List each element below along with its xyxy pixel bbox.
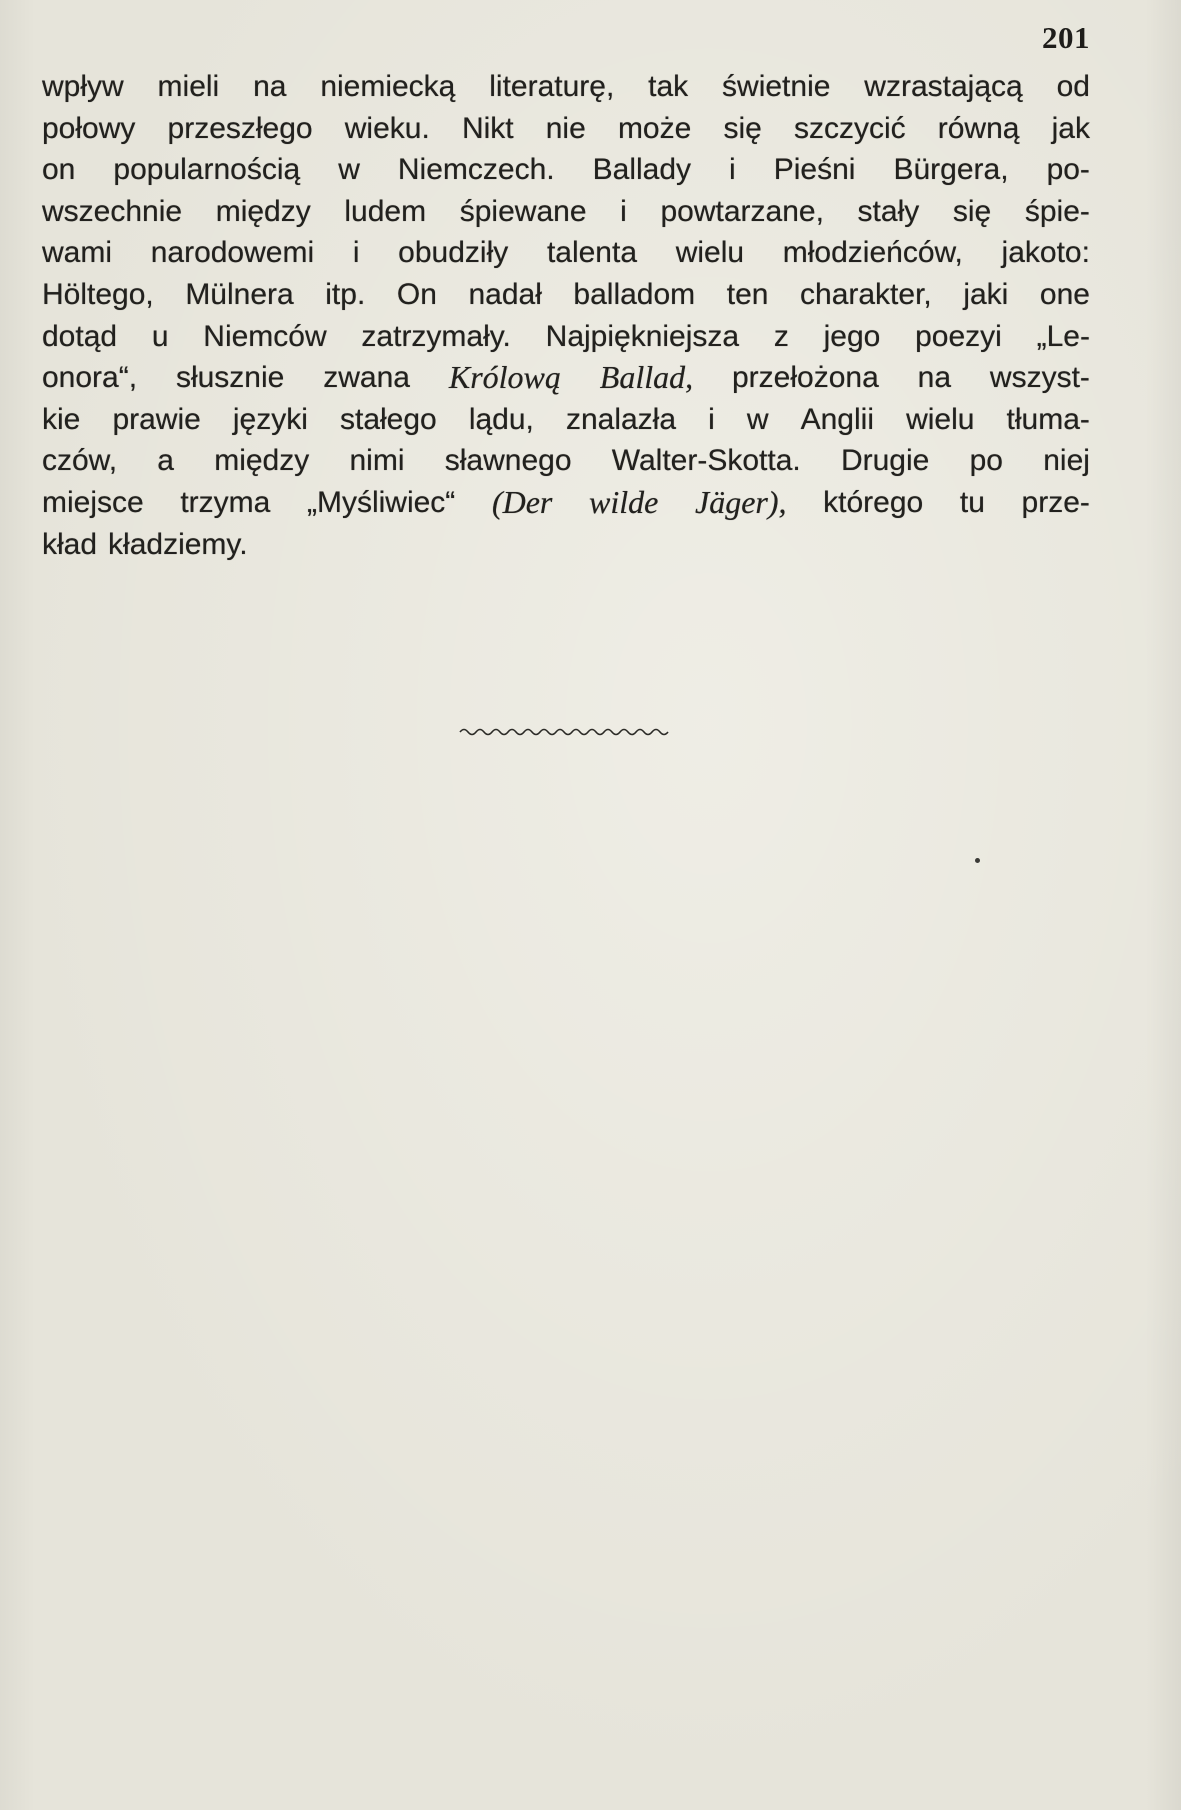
- word: kie: [42, 402, 81, 436]
- word: trzyma: [180, 485, 271, 519]
- word: świetnie: [722, 70, 831, 103]
- word: wieku.: [344, 111, 430, 145]
- word: kładziemy.: [108, 527, 248, 561]
- italic-word: Ballad,: [599, 359, 694, 396]
- word: stałego: [339, 402, 437, 436]
- word: popularnością: [113, 153, 301, 187]
- word: słusznie: [175, 361, 285, 395]
- word: śpiewane: [459, 194, 587, 228]
- word: kład: [42, 527, 98, 561]
- text-line: [42, 357, 1090, 399]
- text-line: [42, 440, 1090, 482]
- word: przełożona: [731, 361, 879, 395]
- word: jego: [823, 319, 881, 353]
- word: mieli: [157, 70, 220, 103]
- word: Höltego,: [42, 277, 154, 311]
- word: onora“,: [42, 361, 138, 395]
- word: miejsce: [42, 485, 144, 519]
- text-line: [42, 149, 1090, 191]
- word: tak: [648, 70, 689, 103]
- word: talenta: [546, 236, 638, 270]
- italic-word: Królową: [448, 359, 561, 396]
- word: dotąd: [42, 319, 118, 353]
- word: jak: [1051, 111, 1090, 145]
- word: tłuma-: [1006, 402, 1090, 436]
- word: prze-: [1021, 485, 1090, 519]
- word: między: [215, 194, 311, 228]
- word: narodowemi: [150, 236, 315, 270]
- word: ten: [726, 277, 769, 311]
- word: „Le-: [1036, 319, 1090, 353]
- word: on: [42, 153, 76, 187]
- word: lądu,: [468, 402, 534, 436]
- italic-word: Jäger),: [694, 483, 787, 520]
- word: u: [151, 319, 169, 353]
- word: a: [157, 444, 174, 478]
- word: się: [952, 194, 992, 228]
- word: stały: [857, 194, 920, 228]
- word: czów,: [42, 444, 118, 478]
- word: z: [773, 319, 789, 353]
- word: „Myśliwiec“: [306, 485, 456, 519]
- word: znalazła: [565, 402, 677, 436]
- word: Anglii: [800, 402, 874, 436]
- word: Najpiękniejsza: [545, 319, 740, 353]
- word: wielu: [906, 402, 975, 436]
- text-line: [42, 232, 1090, 274]
- word: od: [1056, 70, 1090, 103]
- word: między: [214, 444, 310, 478]
- text-line: [42, 316, 1090, 358]
- wavy-divider-ornament: [458, 724, 670, 740]
- word: Ballady: [592, 153, 692, 187]
- word: wszechnie: [42, 194, 183, 228]
- word: jakoto:: [1001, 236, 1090, 270]
- word: śpie-: [1024, 194, 1090, 228]
- word: i: [708, 402, 715, 436]
- word: nie: [545, 111, 586, 145]
- page-number: 201: [1042, 20, 1090, 55]
- text-line: [42, 108, 1090, 150]
- word: w: [338, 153, 360, 187]
- word: tu: [959, 485, 985, 519]
- word: jaki: [963, 277, 1009, 311]
- word: ludem: [344, 194, 427, 228]
- word: zwana: [323, 361, 410, 395]
- word: wielu: [675, 236, 745, 270]
- italic-word: wilde: [589, 483, 659, 520]
- italic-word: (Der: [491, 483, 553, 520]
- word: one: [1039, 277, 1090, 311]
- word: poezyi: [915, 319, 1002, 353]
- word: On: [396, 277, 437, 311]
- word: się: [723, 111, 762, 145]
- word: może: [617, 111, 692, 145]
- word: Pieśni: [773, 153, 856, 187]
- word: literaturę,: [489, 70, 615, 103]
- word: równą: [937, 111, 1020, 145]
- body-paragraph: [42, 66, 1090, 565]
- word: wszyst-: [989, 361, 1090, 395]
- word: po-: [1046, 153, 1090, 187]
- word: Drugie: [840, 444, 930, 478]
- word: wzrastającą: [864, 70, 1023, 103]
- word: Walter-Skotta.: [611, 444, 801, 478]
- word: prawie: [112, 402, 201, 436]
- word: obudziły: [398, 236, 509, 270]
- word: języki: [232, 402, 308, 436]
- word: i: [620, 194, 627, 228]
- word: Nikt: [461, 111, 514, 145]
- word: wami: [42, 236, 113, 270]
- word: w: [746, 402, 769, 436]
- text-line: [42, 482, 1090, 524]
- ink-speck: [975, 858, 980, 863]
- text-line: [42, 524, 1090, 566]
- text-line: [42, 66, 1090, 108]
- word: Niemców: [203, 319, 327, 353]
- word: którego: [823, 485, 924, 519]
- word: szczycić: [793, 111, 906, 145]
- word: Bürgera,: [893, 153, 1009, 187]
- word: niemiecką: [320, 70, 456, 103]
- word: Niemczech.: [397, 153, 555, 187]
- word: połowy: [42, 111, 136, 145]
- word: po: [969, 444, 1003, 478]
- word: powtarzane,: [660, 194, 824, 228]
- word: itp.: [325, 277, 366, 311]
- word: nadał: [468, 277, 542, 311]
- word: niej: [1043, 444, 1090, 478]
- word: i: [352, 236, 360, 270]
- text-line: [42, 274, 1090, 316]
- text-line: [42, 191, 1090, 233]
- word: przeszłego: [167, 111, 313, 145]
- word: charakter,: [800, 277, 932, 311]
- word: młodzieńców,: [782, 236, 963, 270]
- word: wpływ: [42, 70, 124, 103]
- word: na: [253, 70, 287, 103]
- word: Mülnera: [185, 277, 294, 311]
- word: zatrzymały.: [361, 319, 511, 353]
- word: sławnego: [444, 444, 572, 478]
- word: na: [917, 361, 952, 395]
- word: nimi: [349, 444, 405, 478]
- text-line: [42, 399, 1090, 441]
- word: i: [729, 153, 736, 187]
- word: balladom: [573, 277, 696, 311]
